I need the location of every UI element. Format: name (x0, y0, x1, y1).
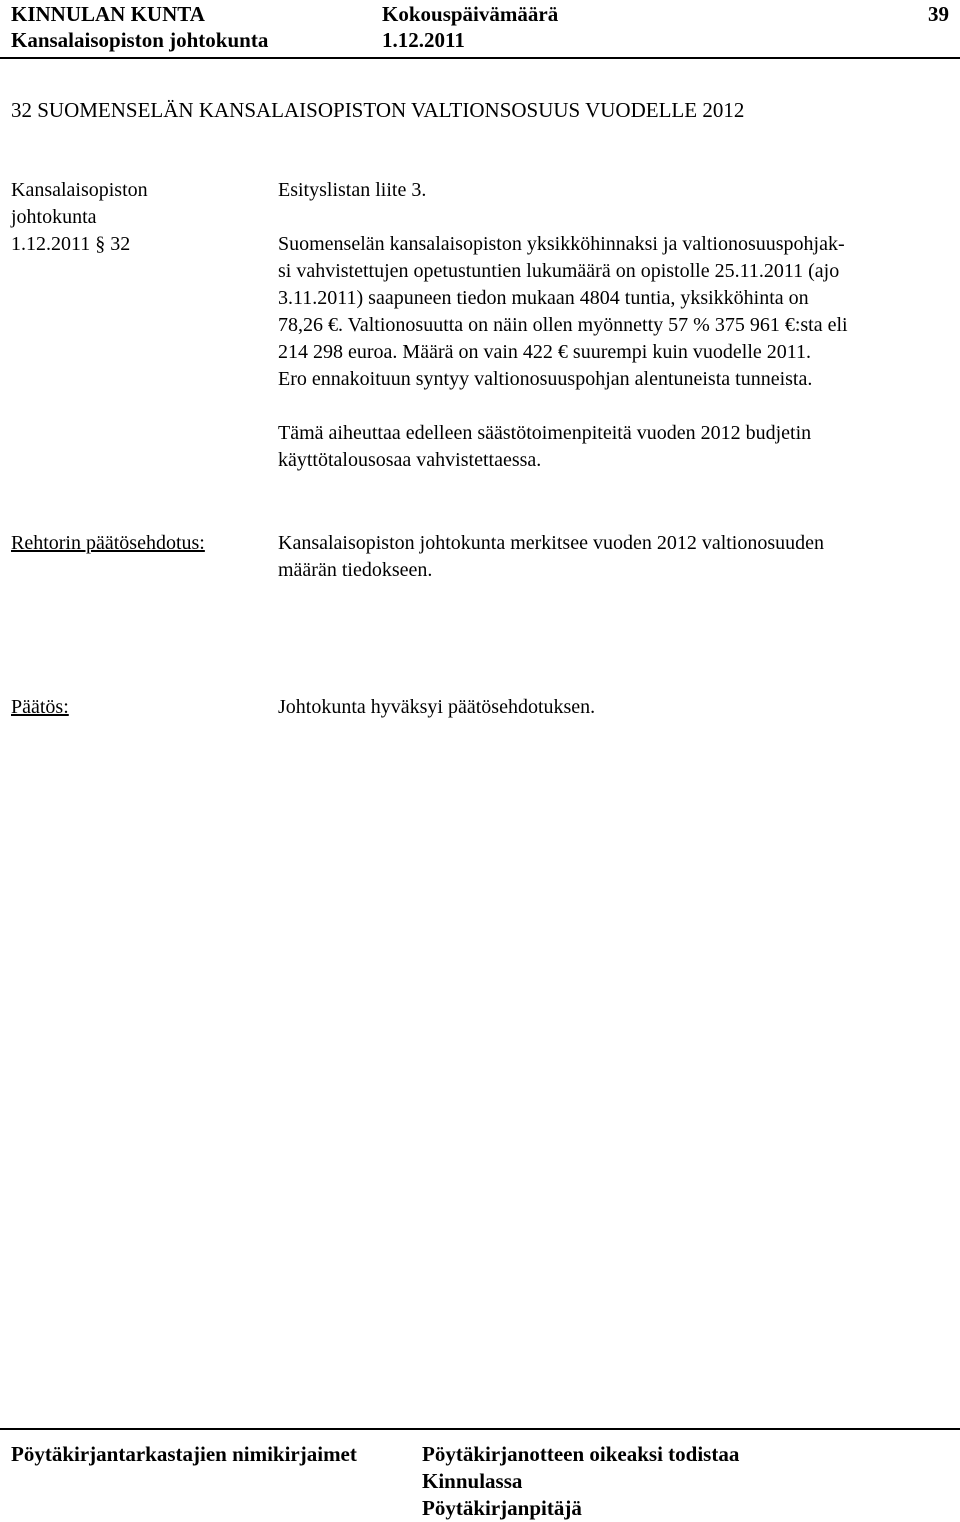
proposal-line: määrän tiedokseen. (278, 559, 433, 581)
paragraph-line: si vahvistettujen opetustuntien lukumäärä on opistolle 25.11.2011 (ajo (278, 260, 840, 282)
paragraph-line: Suomenselän kansalaisopiston yksikköhinnaksi ja valtionosuuspohjak- (278, 233, 845, 255)
body-name: Kansalaisopiston johtokunta (11, 28, 269, 52)
paragraph-line: käyttötalousosaa vahvistettaessa. (278, 449, 542, 471)
entry-reference-date: 1.12.2011 § 32 (11, 233, 131, 255)
paragraph-line: 78,26 €. Valtionosuutta on näin ollen myönnetty 57 % 375 961 €:sta eli (278, 314, 848, 336)
paragraph-line: Tämä aiheuttaa edelleen säästötoimenpiteitä vuoden 2012 budjetin (278, 422, 812, 444)
paragraph-line: 3.11.2011) saapuneen tiedon mukaan 4804 tuntia, yksikköhinta on (278, 287, 809, 309)
decision-text: Johtokunta hyväksyi päätösehdotuksen. (278, 696, 596, 718)
entry-body-line-1: Kansalaisopiston (11, 179, 148, 201)
organization-name: KINNULAN KUNTA (11, 2, 205, 26)
page-number: 39 (928, 2, 949, 26)
meeting-date-label: Kokouspäivämäärä (382, 2, 559, 26)
footer-rule (0, 1428, 960, 1430)
entry-body-line-2: johtokunta (11, 206, 97, 228)
footer-secretary: Pöytäkirjanpitäjä (422, 1496, 582, 1520)
section-title: 32 SUOMENSELÄN KANSALAISOPISTON VALTIONSOSUUS VUODELLE 2012 (11, 98, 745, 122)
meeting-date: 1.12.2011 (382, 28, 465, 52)
decision-label: Päätös: (11, 696, 69, 718)
proposal-label: Rehtorin päätösehdotus: (11, 532, 205, 554)
attachment-note: Esityslistan liite 3. (278, 179, 427, 201)
paragraph-line: Ero ennakoituun syntyy valtionosuuspohjan alentuneista tunneista. (278, 368, 813, 390)
proposal-line: Kansalaisopiston johtokunta merkitsee vuoden 2012 valtionosuuden (278, 532, 825, 554)
header-rule (0, 57, 960, 59)
footer-place: Kinnulassa (422, 1469, 523, 1493)
paragraph-line: 214 298 euroa. Määrä on vain 422 € suurempi kuin vuodelle 2011. (278, 341, 812, 363)
footer-initials-label: Pöytäkirjantarkastajien nimikirjaimet (11, 1442, 357, 1466)
footer-certification: Pöytäkirjanotteen oikeaksi todistaa (422, 1442, 740, 1466)
